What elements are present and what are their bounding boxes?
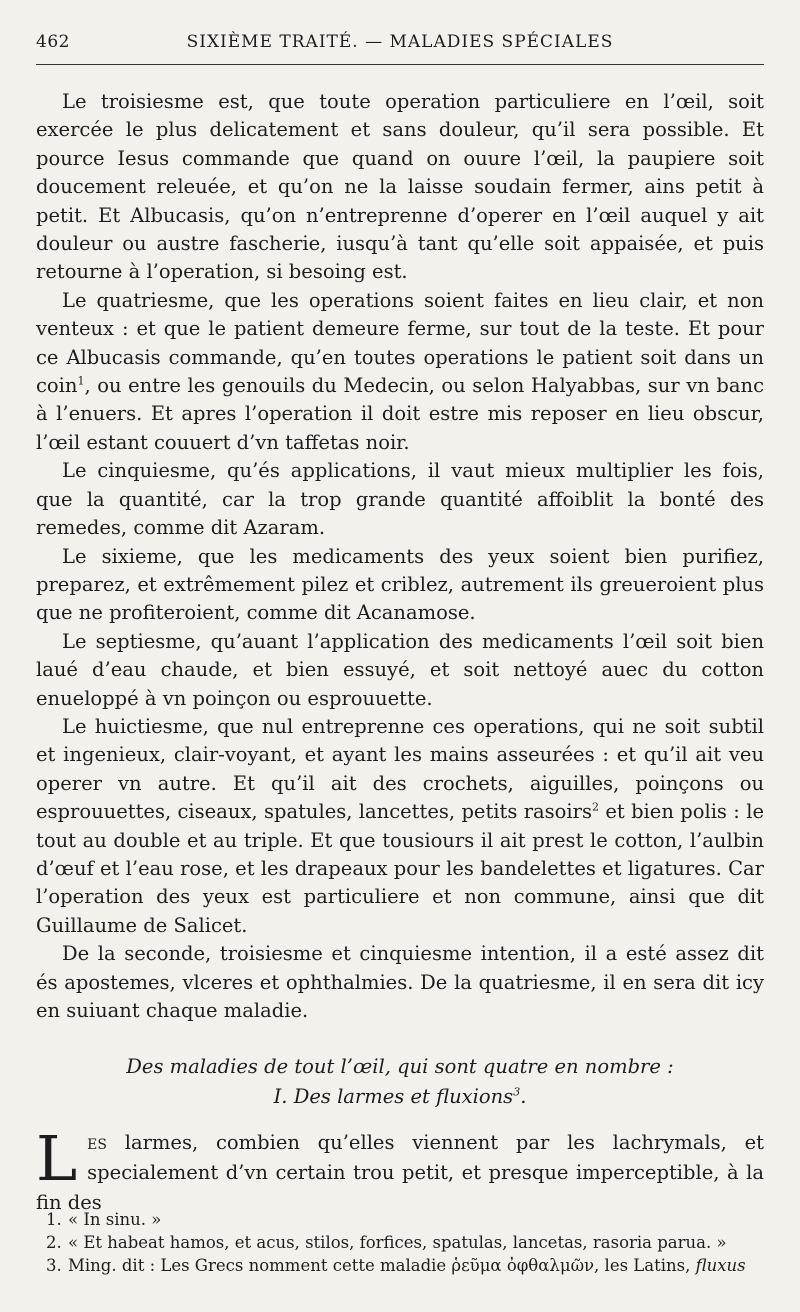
paragraph: Le troisiesme est, que toute operation particuliere en l’œil, soit exercée le plus delicatement et sans douleur, qu’il sera possible. Et pource Iesus commande que quand on ouure l’œil, la paupiere soit doucement releuée, et qu’on ne la laisse soudain fermer, ains petit à petit. Et Albucasis, qu’on n’entreprenne d’operer en l’œil auquel y ait douleur ou austre fascherie, iusqu’à tant qu’elle soit appaisée, et puis retourne à l’operation, si besoing est. <box>36 90 764 284</box>
footnote: 3. Ming. dit : Les Grecs nomment cette maladie ῥεῦμα ὀφθαλμῶν, les Latins, fluxus <box>46 1256 746 1275</box>
footnote: 1. « In sinu. » <box>46 1210 162 1229</box>
heading-line: I. Des larmes et fluxions$^3$. <box>273 1085 527 1108</box>
page-number: 462 <box>36 32 70 52</box>
small-caps-word: es <box>87 1131 107 1154</box>
heading-line: Des maladies de tout l’œil, qui sont quatre en nombre : <box>126 1055 674 1078</box>
paragraph: Le sixieme, que les medicaments des yeux soient bien purifiez, preparez, et extrêmement pilez et criblez, autrement ils greueroient plus que ne profiteroient, comme dit Acanamose. <box>36 544 764 625</box>
footnote-ref: 3 <box>513 1085 521 1099</box>
paragraph: Le quatriesme, que les operations soient faites en lieu clair, et non venteux : et que le patient demeure ferme, sur tout de la teste. Et pour ce Albucasis commande, qu’en toutes operations le patient soit dans un coin$^1$, ou entre les genouils du Medecin, ou selon Halyabbas, sur vn banc à l’enuers. Et apres l’operation il doit estre mis reposer en lieu obscur, l’œil estant couuert d’vn taffetas noir. <box>36 288 764 454</box>
opening-paragraph: Les larmes, combien qu’elles viennent par les lachrymals, et specialement d’vn certain trou petit, et presque imperceptible, à la fin des <box>36 1122 764 1214</box>
paragraph: De la seconde, troisiesme et cinquiesme intention, il a esté assez dit és apostemes, vlceres et ophthalmies. De la quatriesme, il en sera dit icy en suiuant chaque maladie. <box>36 942 764 1022</box>
footnote-ref: 2 <box>592 800 599 814</box>
header-rule <box>36 64 764 65</box>
drop-cap: L <box>36 1122 78 1195</box>
body-text <box>36 88 764 1025</box>
footnote-ref: 1 <box>77 374 85 388</box>
running-title: SIXIÈME TRAITÉ. — MALADIES SPÉCIALES <box>186 32 614 52</box>
page-header <box>36 30 764 60</box>
section-heading <box>36 1052 764 1112</box>
footnote: 2. « Et habeat hamos, et acus, stilos, forfices, spatulas, lancetas, rasoria parua. » <box>46 1233 727 1252</box>
footnotes <box>46 1208 764 1277</box>
paragraph: Le huictiesme, que nul entreprenne ces operations, qui ne soit subtil et ingenieux, clair-voyant, et ayant les mains asseurées : et qu’il ait veu operer vn autre. Et qu’il ait des crochets, aiguilles, poinçons ou esprouuettes, ciseaux, spatules, lancettes, petits rasoirs$^2$ et bien polis : le tout au double et au triple. Et que tousiours il ait prest le cotton, l’aulbin d’œuf et l’eau rose, et les drapeaux pour les bandelettes et ligatures. Car l’operation des yeux est particuliere et non commune, ainsi que dit Guillaume de Salicet. <box>36 714 764 937</box>
paragraph: Le cinquiesme, qu’és applications, il vaut mieux multiplier les fois, que la quantité, car la trop grande quantité affoiblit la bonté des remedes, comme dit Azaram. <box>36 459 764 540</box>
paragraph: Le septiesme, qu’auant l’application des medicaments l’œil soit bien laué d’eau chaude, et bien essuyé, et soit nettoyé auec du cotton enueloppé à vn poinçon ou esprouuette. <box>36 629 764 710</box>
